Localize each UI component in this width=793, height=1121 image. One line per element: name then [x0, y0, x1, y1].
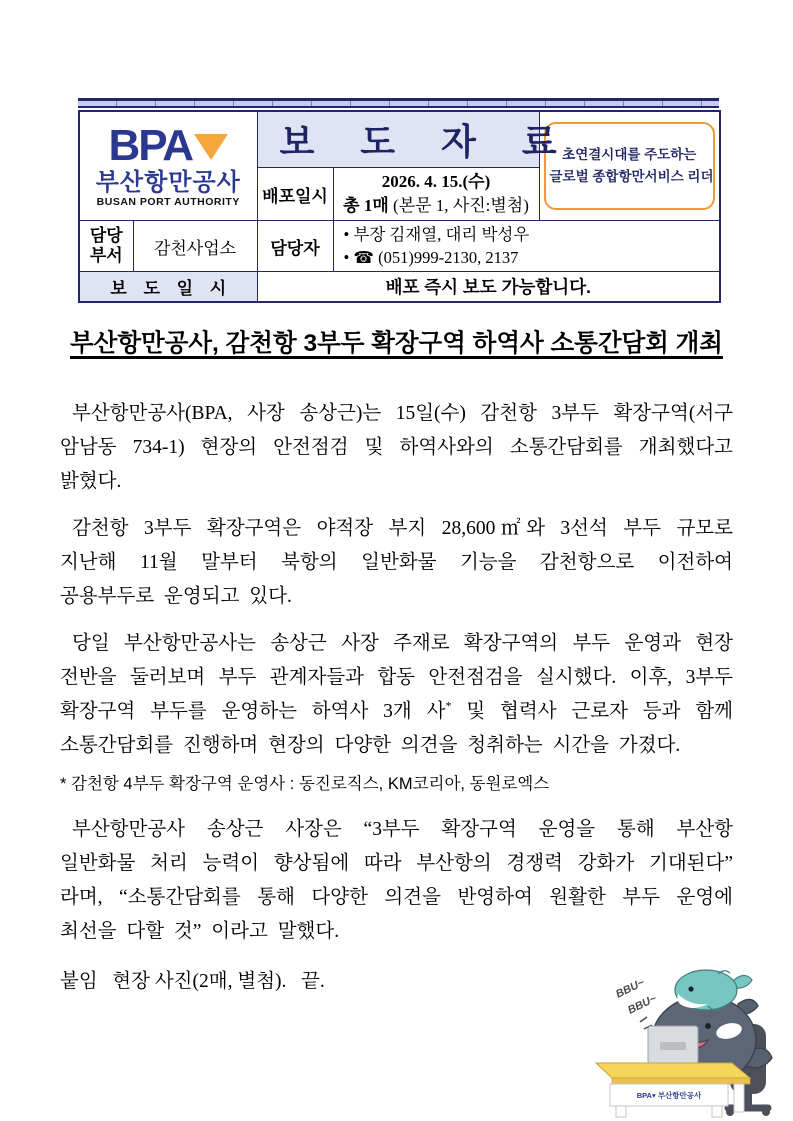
bpa-logo-english: BUSAN PORT AUTHORITY: [96, 196, 240, 208]
desk-logo-label: BPA▾ 부산항만공사: [636, 1091, 702, 1100]
report-time-value: 배포 즉시 보도 가능합니다.: [257, 272, 720, 303]
small-whale-eye: [688, 986, 693, 991]
mascot-speech-1: BBU~: [614, 976, 647, 1001]
paragraph-3: 당일 부산항만공사는 송상근 사장 주재로 확장구역의 부두 운영과 현장 전반을 둘러보며 부두 관계자들과 합동 안전점검을 실시했다. 이후, 3부두 확장구역 부두를 운영하는 하역사 3개 사* 및 협력사 근로자 등과 함께 소통간담회를 진행하며 현장의 다양한 의견을 청취하는 시간을 가졌다.: [60, 633, 733, 756]
paragraph-2: 감천항 3부두 확장구역은 야적장 부지 28,600㎡와 3선석 부두 규모로 지난해 11월 말부터 북항의 일반화물 기능을 감천항으로 이전하여 공용부두로 운영되고 있다.: [60, 518, 733, 607]
report-time-label: 보 도 일 시: [79, 272, 257, 303]
contact-label: 담당자: [257, 221, 333, 272]
press-release-heading: 보 도 자 료: [257, 111, 539, 168]
release-date-value: [333, 168, 539, 221]
department-value: 감천사업소: [133, 221, 257, 272]
contact-phone: • ☎ (051)999-2130, 2137: [343, 248, 519, 267]
paragraph-1: 부산항만공사(BPA, 사장 송상근)는 15일(수) 감천항 3부두 확장구역(서구 암남동 734-1) 현장의 안전점검 및 하역사와의 소통간담회를 개최했다고 밝혔다.: [60, 403, 733, 492]
table-top-decoration-bar: [78, 98, 719, 108]
mascot-svg: [590, 960, 792, 1118]
document-title: 부산항만공사, 감천항 3부두 확장구역 하역사 소통간담회 개최: [70, 330, 723, 357]
document-body: [60, 397, 733, 999]
big-whale-eye: [705, 1023, 711, 1029]
bpa-logo-triangle-icon: [194, 134, 228, 160]
department-label: 담당부서: [79, 221, 133, 272]
paragraph-4: 부산항만공사 송상근 사장은 “3부두 확장구역 운영을 통해 부산항 일반화물 처리 능력이 향상됨에 따라 부산항의 경쟁력 강화가 기대된다” 라며, “소통간담회를 통해 다양한 의견을 반영하여 원활한 부두 운영에 최선을 다할 것” 이라고 말했다.: [60, 819, 733, 942]
bpa-logo-korean: 부산항만공사: [95, 169, 241, 196]
mascot-illustration: [590, 960, 792, 1118]
release-date: 2026. 4. 15.(수): [381, 172, 491, 191]
bpa-logo: [79, 111, 257, 221]
release-pages: 총 1매 (본문 1, 사진:별첨): [343, 196, 529, 215]
mascot-speech-2: BBU~: [626, 992, 659, 1017]
slogan-line-2: 글로벌 종합항만서비스 리더: [549, 169, 714, 184]
bpa-logo-acronym: BPA: [84, 124, 253, 168]
header-table: [78, 98, 719, 303]
contact-info: [333, 221, 720, 272]
slogan-line-1: 초연결시대를 주도하는: [562, 147, 697, 162]
attachment-closing-line: 붙임 현장 사진(2매, 별첨). 끝.: [60, 971, 325, 992]
footnote: * 감천항 4부두 확장구역 운영사 : 동진로직스, KM코리아, 동원로엑스: [60, 775, 550, 793]
footnote-marker: *: [445, 698, 452, 713]
contact-person: • 부장 김재열, 대리 박성우: [343, 225, 530, 244]
release-date-label: 배포일시: [257, 168, 333, 221]
